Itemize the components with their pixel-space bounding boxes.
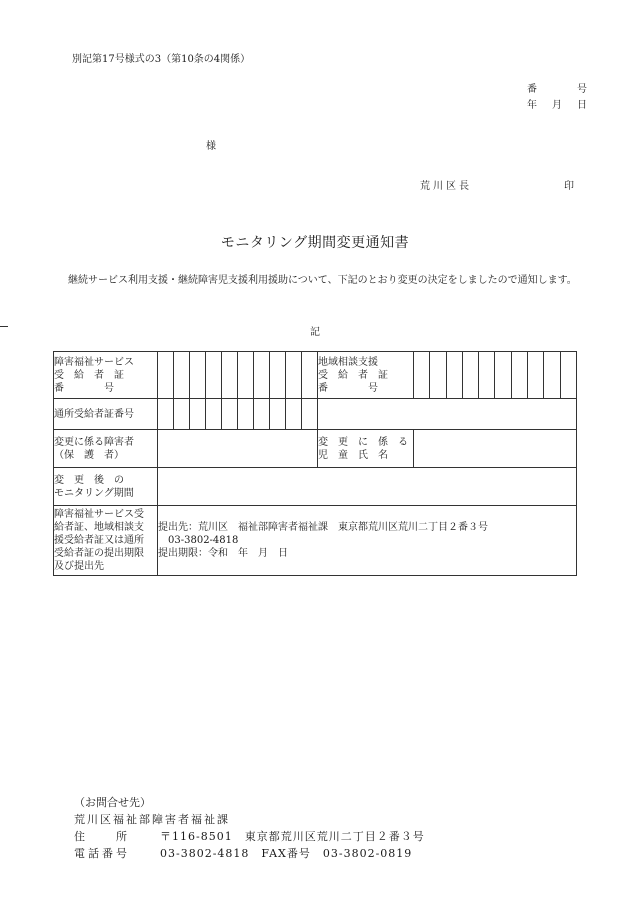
service-certificate-number-boxes[interactable]: [158, 352, 318, 399]
table-row: [54, 468, 577, 506]
person-with-disability-label: 変更に係る障害者 （保 護 者）: [54, 430, 158, 468]
document-number-label: 番 号: [527, 84, 587, 95]
ki-heading: 記: [310, 327, 320, 338]
issuer-name: 荒川区長: [420, 181, 472, 192]
person-with-disability-field[interactable]: [158, 430, 318, 468]
contact-heading: （お問合せ先）: [74, 796, 151, 809]
new-monitoring-period-label: 変 更 後 の モニタリング期間: [54, 468, 158, 506]
blank-cell: [318, 399, 577, 430]
child-name-label: 変 更 に 係 る 児 童 氏 名: [318, 430, 414, 468]
child-name-field[interactable]: [414, 430, 577, 468]
day-service-certificate-label: 通所受給者証番号: [54, 399, 158, 430]
phone-value: 03-3802-4818 FAX番号 03-3802-0819: [160, 847, 413, 860]
new-monitoring-period-field[interactable]: [158, 468, 577, 506]
date-label: 年 月 日: [527, 100, 587, 111]
form-reference: 別記第17号様式の3（第10条の4関係）: [72, 54, 251, 65]
contact-department: 荒川区福祉部障害者福祉課: [74, 813, 230, 826]
table-row: [54, 506, 577, 576]
day-service-certificate-number-boxes[interactable]: [158, 399, 318, 430]
table-row: [54, 399, 577, 430]
contact-info: [74, 794, 425, 862]
address-label: 住 所: [74, 830, 130, 843]
service-certificate-label: 障害福祉サービス 受 給 者 証 番 号: [54, 352, 158, 399]
address-value: 〒116-8501 東京都荒川区荒川二丁目２番３号: [160, 830, 425, 843]
table-row: [54, 352, 577, 399]
submission-info-value: 提出先：荒川区 福祉部障害者福祉課 東京都荒川区荒川二丁目２番３号 03-3802-4818 提出期限：令和 年 月 日: [158, 506, 577, 576]
community-support-certificate-label: 地域相談支援 受 給 者 証 番 号: [318, 352, 414, 399]
phone-label: 電話番号: [74, 847, 130, 860]
addressee-suffix: 様: [206, 141, 216, 152]
community-support-certificate-number-boxes[interactable]: [414, 352, 577, 399]
notification-form-table: [53, 351, 577, 576]
submission-info-label: 障害福祉サービス受 給者証、地域相談支 援受給者証又は通所 受給者証の提出期限 及び提出先: [54, 506, 158, 576]
seal-mark: 印: [564, 181, 574, 192]
document-title: モニタリング期間変更通知書: [220, 235, 410, 251]
body-text: 継続サービス利用支援・継続障害児支援利用援助について、下記のとおり変更の決定をしましたので通知します。: [68, 275, 577, 286]
table-row: [54, 430, 577, 468]
